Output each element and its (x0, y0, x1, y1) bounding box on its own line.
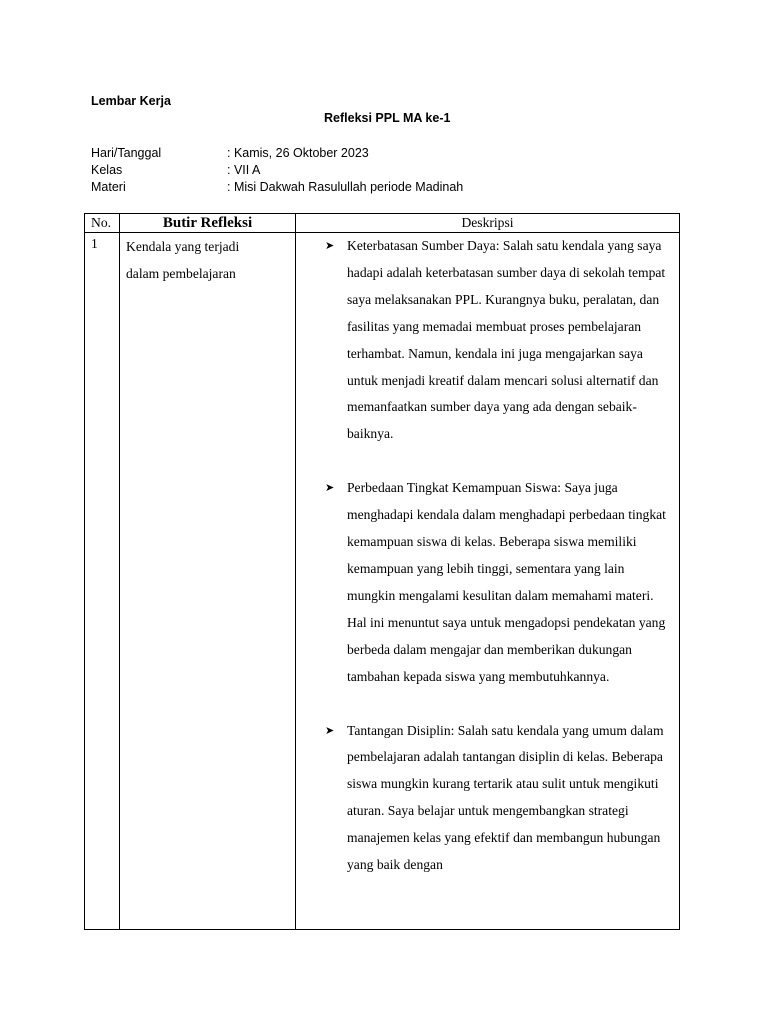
arrowhead-bullet-icon: ➤ (325, 482, 335, 495)
info-value-materi: : Misi Dakwah Rasulullah periode Madinah (227, 180, 464, 194)
info-key-materi: Materi (91, 180, 126, 194)
list-item-text: Tantangan Disiplin: Salah satu kendala yang umum dalam pembelajaran adalah tantangan disiplin di kelas. Beberapa siswa mungkin kurang tertarik atau sulit untuk mengikuti aturan. Saya belajar untuk mengembangkan strategi manajemen kelas yang efektif dan membangun hubungan yang baik dengan (347, 722, 664, 873)
header-deskripsi: Deskripsi (296, 214, 680, 233)
info-value-hari-tanggal: : Kamis, 26 Oktober 2023 (227, 146, 369, 160)
header-butir-refleksi: Butir Refleksi (120, 214, 296, 233)
deskripsi-cell (296, 233, 680, 930)
document-title: Refleksi PPL MA ke-1 (324, 111, 451, 125)
list-item (296, 475, 679, 690)
table-row (85, 233, 680, 930)
arrowhead-bullet-icon: ➤ (325, 240, 335, 252)
document-label: Lembar Kerja (91, 94, 171, 108)
arrowhead-bullet-icon: ➤ (325, 724, 335, 737)
header-no: No. (85, 214, 120, 233)
info-row-hari-tanggal (91, 146, 691, 163)
info-key-hari-tanggal: Hari/Tanggal (91, 146, 162, 160)
butir-text: Kendala yang terjadi dalam pembelajaran (126, 239, 240, 281)
list-item-text: Keterbatasan Sumber Daya: Salah satu kendala yang saya hadapi adalah keterbatasan sumber daya di sekolah tempat saya melaksanakan PPL. Kurangnya buku, peralatan, dan fasilitas yang memadai membuat proses pembelajaran terhambat. Namun, kendala ini juga mengajarkan saya untuk menjadi kreatif dalam mencari solusi alternatif dan memanfaatkan sumber daya yang ada dengan sebaik-baiknya. (347, 238, 666, 442)
info-value-kelas: : VII A (227, 163, 261, 177)
list-item-text: Perbedaan Tingkat Kemampuan Siswa: Saya juga menghadapi kendala dalam menghadapi perbedaan tingkat kemampuan siswa di kelas. Beberapa siswa memiliki kemampuan yang lebih tinggi, sementara yang lain mungkin mengalami kesulitan dalam memahami materi. Hal ini menuntut saya untuk mengadopsi pendekatan yang berbeda dalam mengajar dan memberikan dukungan tambahan kepada siswa yang membutuhkannya. (347, 480, 666, 684)
table-header-row (85, 214, 680, 233)
butir-cell (120, 233, 296, 930)
info-row-materi (91, 180, 691, 197)
list-item (296, 718, 679, 879)
list-item (296, 233, 679, 448)
reflection-table (84, 213, 680, 930)
info-row-kelas (91, 163, 691, 180)
info-key-kelas: Kelas (91, 163, 123, 177)
row-number: 1 (85, 233, 120, 930)
